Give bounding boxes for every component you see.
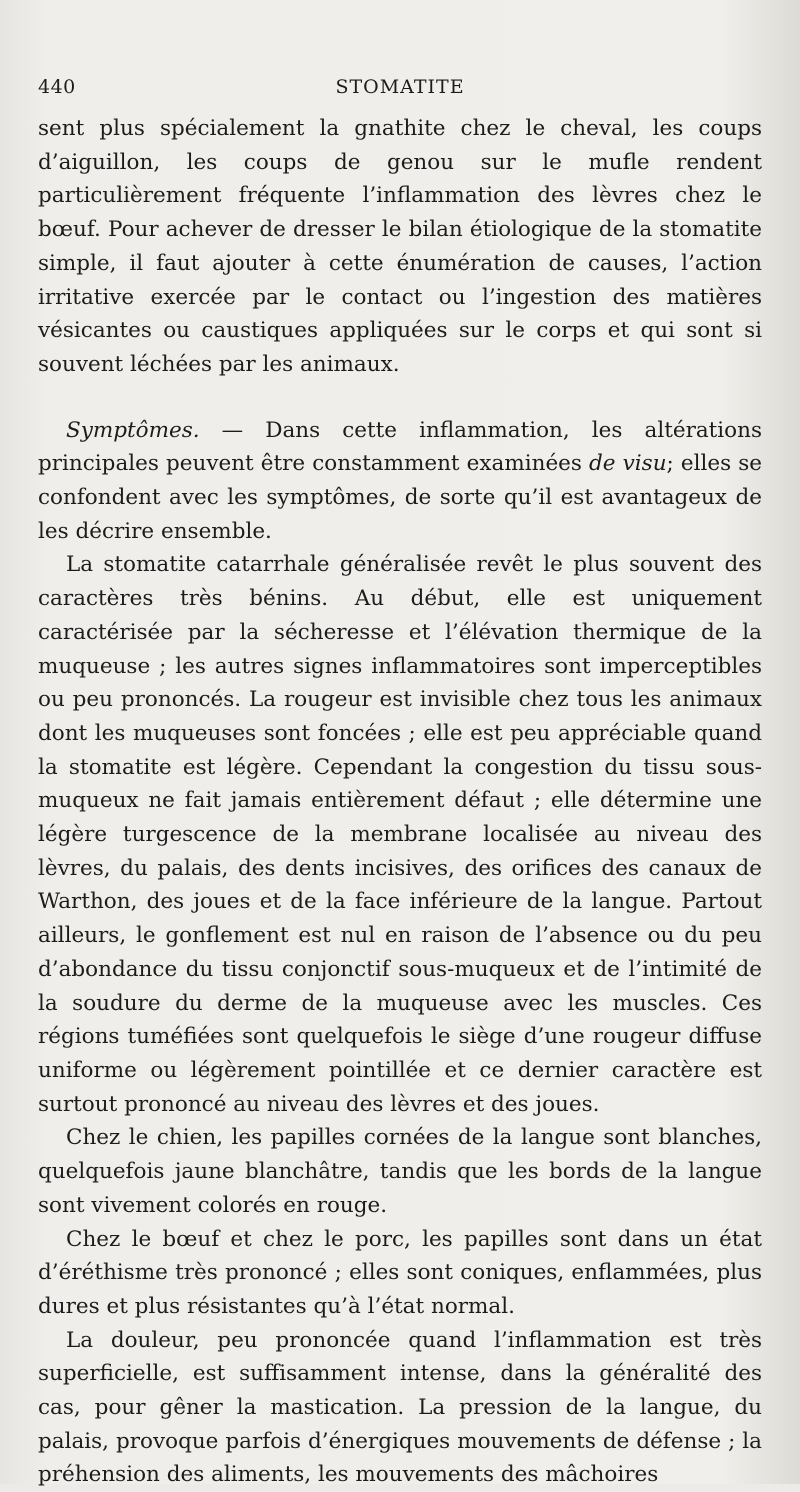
paragraph-symptomes-intro: — Dans cette inflammation, les altérations principales peuvent être constamment examinées <box>38 417 762 477</box>
latin-phrase-de-visu: de visu <box>589 451 667 477</box>
paragraph-symptomes-end: ; elles se confondent avec les symptômes, de sorte qu’il est avantageux de les décrire ensemble. <box>38 451 762 544</box>
section-heading-symptomes: Symptômes. <box>66 417 200 443</box>
paragraph-continuation: sent plus spécialement la gnathite chez le cheval, les coups d’aiguillon, les coups de genou sur le mufle rendent particulièrement fréquente l’inflammation des lèvres chez le bœuf. Pour achever de dresser le bilan étiologique de la stomatite simple, il faut ajouter à cette énumération de causes, l’action irritative exercée par le contact ou l’ingestion des matières vésicantes ou caustiques appliquées sur le corps et qui sont si souvent léchées par les animaux. <box>38 116 762 377</box>
section-gap <box>38 382 762 414</box>
body-text <box>38 112 762 1492</box>
paragraph-douleur: La douleur, peu prononcée quand l’inflammation est très superficielle, est suffisamment intense, dans la généralité des cas, pour gêner la mastication. La pression de la langue, du palais, provoque parfois d’énergiques mouvements de défense ; la préhension des aliments, les mouvements des mâchoires <box>38 1327 762 1488</box>
paragraph-stomatite-catarrhale: La stomatite catarrhale généralisée revêt le plus souvent des caractères très bénins. Au début, elle est uniquement caractérisée par la sécheresse et l’élévation thermique de la muqueuse ; les autres signes inflammatoires sont imperceptibles ou peu prononcés. La rougeur est invisible chez tous les animaux dont les muqueuses sont foncées ; elle est peu appréciable quand la stomatite est légère. Cependant la congestion du tissu sous-muqueux ne fait jamais entièrement défaut ; elle détermine une légère turgescence de la membrane localisée au niveau des lèvres, du palais, des dents incisives, des orifices des canaux de Warthon, des joues et de la face inférieure de la langue. Partout ailleurs, le gonflement est nul en raison de l’absence ou du peu d’abondance du tissu conjonctif sous-muqueux et de l’intimité de la soudure du derme de la muqueuse avec les muscles. Ces régions tuméfiées sont quelquefois le siège d’une rougeur diffuse uniforme ou légèrement pointillée et ce dernier caractère est surtout prononcé au niveau des lèvres et des joues. <box>38 552 762 1117</box>
paragraph-boeuf-porc: Chez le bœuf et chez le porc, les papilles sont dans un état d’éréthisme très prononcé ; elles sont coniques, enflammées, plus dures et plus résistantes qu’à l’état normal. <box>38 1226 762 1319</box>
page-number: 440 <box>38 76 76 98</box>
page-header <box>38 74 762 104</box>
paragraph-chien: Chez le chien, les papilles cornées de la langue sont blanches, quelquefois jaune blanchâtre, tandis que les bords de la langue sont vivement colorés en rouge. <box>38 1125 762 1218</box>
running-title: STOMATITE <box>335 76 465 98</box>
paragraph-symptomes <box>38 414 762 549</box>
